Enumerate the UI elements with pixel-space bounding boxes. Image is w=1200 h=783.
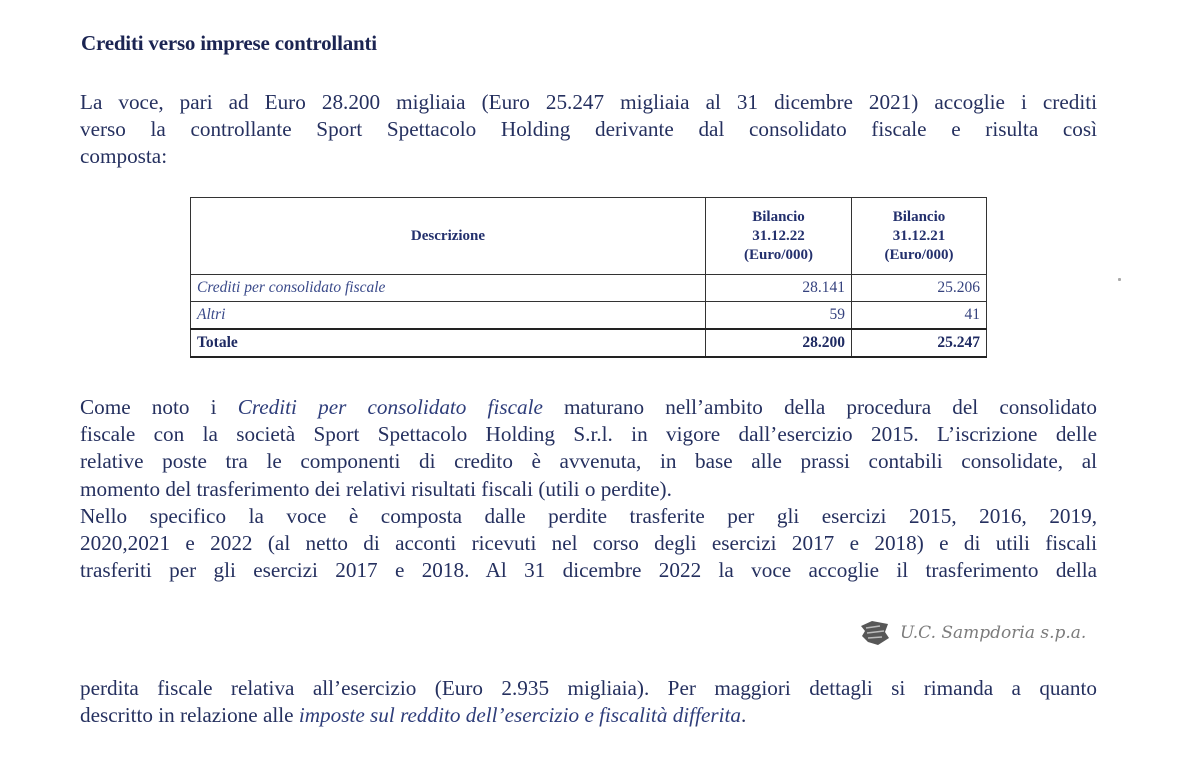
text-line: perdita fiscale relativa all’esercizio (Euro 2.935 migliaia). Per maggiori dettagli si rimanda a quanto <box>80 676 1097 700</box>
row-value-2021: 25.206 <box>852 275 987 302</box>
header-2021-line: Bilancio <box>892 208 946 225</box>
closing-paragraph <box>80 675 1097 729</box>
row-value-2021: 41 <box>852 302 987 330</box>
header-2022 <box>706 198 852 275</box>
table-header-row <box>191 198 987 275</box>
italic-term: imposte sul reddito dell’esercizio e fiscalità differita <box>298 703 741 728</box>
text-fragment: maturano nell’ambito della procedura del consolidato <box>542 395 1098 419</box>
text-line: 2020,2021 e 2022 (al netto di acconti ricevuti nel corso degli esercizi 2017 e 2018) e di utili fiscali <box>80 531 1097 556</box>
header-2022-line: Bilancio <box>752 208 805 225</box>
credits-table <box>190 197 987 358</box>
text-line <box>80 702 1097 729</box>
text-fragment: . <box>740 703 747 728</box>
intro-line: composta: <box>80 144 168 169</box>
text-fragment: descritto in relazione alle <box>80 703 299 728</box>
table-total-row <box>191 329 987 357</box>
header-2022-line: 31.12.22 <box>752 227 805 244</box>
company-stamp <box>858 618 1086 648</box>
text-line: Nello specifico la voce è composta dalle perdite trasferite per gli esercizi 2015, 2016, 2019, <box>80 503 1097 528</box>
table-row <box>191 302 987 330</box>
row-value-2022: 28.141 <box>706 275 852 302</box>
scan-speck <box>1118 278 1121 281</box>
total-label: Totale <box>191 329 706 357</box>
row-value-2022: 59 <box>706 302 852 330</box>
text-line: trasferiti per gli esercizi 2017 e 2018. Al 31 dicembre 2022 la voce accoglie il trasferimento della <box>80 558 1097 583</box>
intro-line: La voce, pari ad Euro 28.200 migliaia (Euro 25.247 migliaia al 31 dicembre 2021) accoglie i crediti <box>80 90 1097 114</box>
header-description: Descrizione <box>191 198 706 275</box>
header-2021-line: 31.12.21 <box>892 227 946 244</box>
intro-paragraph <box>80 89 1097 171</box>
intro-line: verso la controllante Sport Spettacolo Holding derivante dal consolidato fiscale e risulta così <box>80 117 1097 142</box>
italic-term: Crediti per consolidato fiscale <box>237 395 543 419</box>
text-line: momento del trasferimento dei relativi risultati fiscali (utili o perdite). <box>80 476 672 501</box>
text-line: relative poste tra le componenti di credito è avvenuta, in base alle prassi contabili consolidate, al <box>80 449 1097 474</box>
section-title: Crediti verso imprese controllanti <box>81 31 377 55</box>
row-label: Altri <box>191 302 706 330</box>
header-2021-line: (Euro/000) <box>884 246 954 263</box>
text-line: fiscale con la società Sport Spettacolo Holding S.r.l. in vigore dall’esercizio 2015. L’iscrizione delle <box>80 422 1097 447</box>
text-fragment: Come noto i <box>80 395 238 419</box>
club-crest-icon <box>858 618 892 648</box>
row-label: Crediti per consolidato fiscale <box>191 275 706 302</box>
total-value-2022: 28.200 <box>706 329 852 357</box>
total-value-2021: 25.247 <box>852 329 987 357</box>
header-2021 <box>852 198 987 275</box>
explanation-paragraph <box>80 394 1097 584</box>
table-row <box>191 275 987 302</box>
header-2022-line: (Euro/000) <box>744 246 813 263</box>
signature: U.C. Sampdoria s.p.a. <box>900 623 1087 643</box>
text-line <box>80 394 1097 421</box>
